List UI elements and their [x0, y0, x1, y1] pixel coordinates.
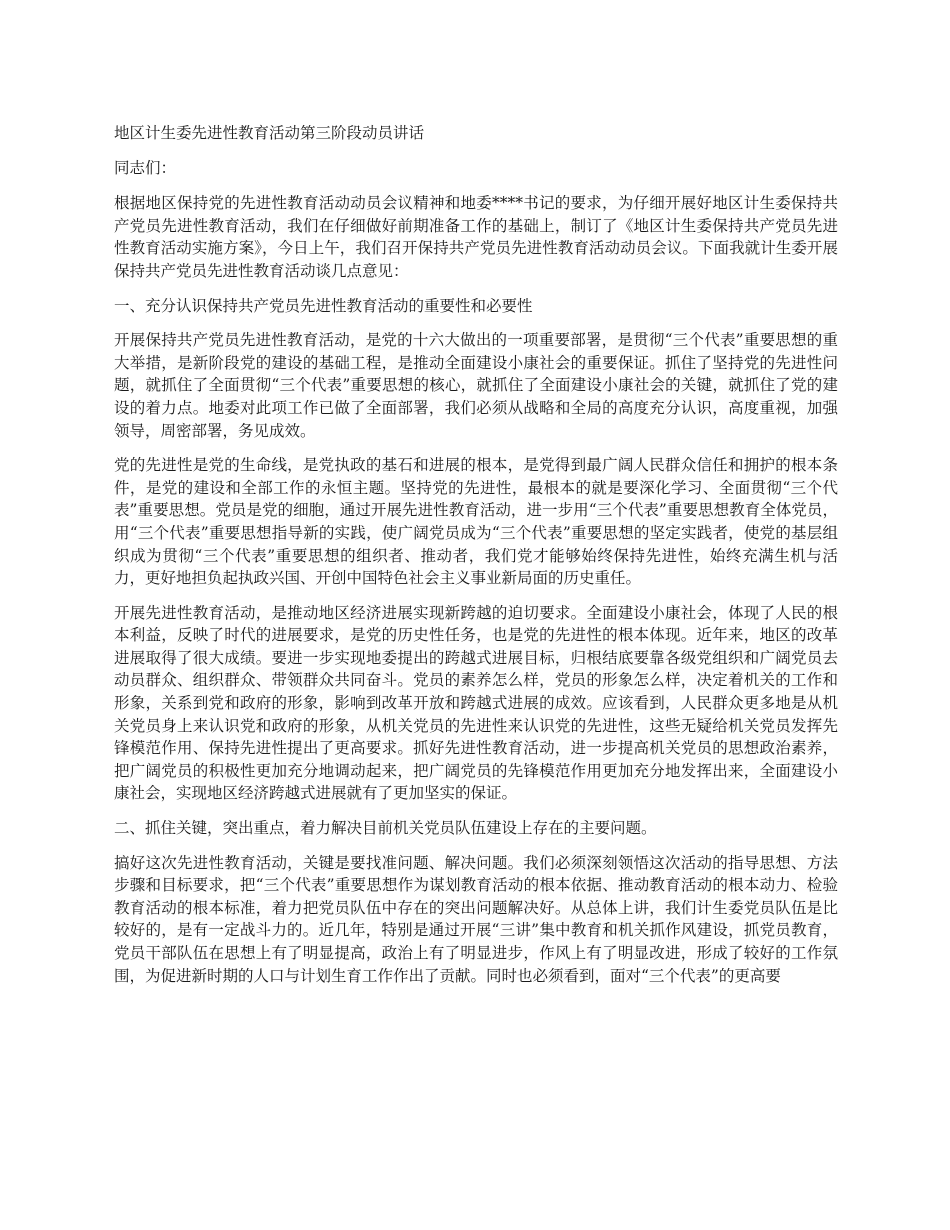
document-page — [114, 122, 838, 999]
section-2-paragraph-1: 搞好这次先进性教育活动，关键是要找准问题、解决问题。我们必须深刻领悟这次活动的指导思想、方法步骤和目标要求，把“三个代表”重要思想作为谋划教育活动的根本依据、推动教育活动的根本动力、检验教育活动的根本标准，着力把党员队伍中存在的突出问题解决好。从总体上讲，我们计生委党员队伍是比较好的，是有一定战斗力的。近几年，特别是通过开展“三讲”集中教育和机关抓作风建设，抓党员教育，党员干部队伍在思想上有了明显提高，政治上有了明显进步，作风上有了明显改进，形成了较好的工作氛围，为促进新时期的人口与计划生育工作作出了贡献。同时也必须看到，面对“三个代表”的更高要 — [114, 853, 838, 985]
document-title: 地区计生委先进性教育活动第三阶段动员讲话 — [114, 124, 425, 142]
section-1-heading: 一、充分认识保持共产党员先进性教育活动的重要性和必要性 — [114, 296, 533, 315]
greeting: 同志们： — [114, 158, 177, 177]
section-2-heading: 二、抓住关键，突出重点，着力解决目前机关党员队伍建设上存在的主要问题。 — [114, 819, 657, 838]
section-1-paragraph-1: 开展保持共产党员先进性教育活动，是党的十六大做出的一项重要部署，是贯彻“三个代表”重要思想的重大举措，是新阶段党的建设的基础工程，是推动全面建设小康社会的重要保证。抓住了坚持党的先进性问题，就抓住了全面贯彻“三个代表”重要思想的核心，就抓住了全面建设小康社会的关键，就抓住了党的建设的着力点。地委对此项工作已做了全面部署，我们必须从战略和全局的高度充分认识，高度重视，加强领导，周密部署，务见成效。 — [114, 331, 838, 440]
intro-paragraph: 根据地区保持党的先进性教育活动动员会议精神和地委****书记的要求，为仔细开展好地区计生委保持共产党员先进性教育活动，我们在仔细做好前期准备工作的基础上，制订了《地区计生委保持共产党员先进性教育活动实施方案》，今日上午，我们召开保持共产党员先进性教育活动动员会议。下面我就计生委开展保持共产党员先进性教育活动谈几点意见： — [114, 194, 838, 280]
section-1-paragraph-2: 党的先进性是党的生命线，是党执政的基石和进展的根本，是党得到最广阔人民群众信任和拥护的根本条件，是党的建设和全部工作的永恒主题。坚持党的先进性，最根本的就是要深化学习、全面贯彻“三个代表”重要思想。党员是党的细胞，通过开展先进性教育活动，进一步用“三个代表”重要思想教育全体党员，用“三个代表”重要思想指导新的实践，使广阔党员成为“三个代表”重要思想的坚定实践者，使党的基层组织成为贯彻“三个代表”重要思想的组织者、推动者，我们党才能够始终保持先进性，始终充满生机与活力，更好地担负起执政兴国、开创中国特色社会主义事业新局面的历史重任。 — [114, 456, 838, 588]
section-1-paragraph-3: 开展先进性教育活动，是推动地区经济进展实现新跨越的迫切要求。全面建设小康社会，体现了人民的根本利益，反映了时代的进展要求，是党的历史性任务，也是党的先进性的根本体现。近年来，地区的改革进展取得了很大成绩。要进一步实现地委提出的跨越式进展目标，归根结底要靠各级党组织和广阔党员去动员群众、组织群众、带领群众共同奋斗。党员的素养怎么样，党员的形象怎么样，决定着机关的工作和形象，关系到党和政府的形象，影响到改革开放和跨越式进展的成效。应该看到，人民群众更多地是从机关党员身上来认识党和政府的形象，从机关党员的先进性来认识党的先进性，这些无疑给机关党员发挥先锋模范作用、保持先进性提出了更高要求。抓好先进性教育活动，进一步提高机关党员的思想政治素养，把广阔党员的积极性更加充分地调动起来，把广阔党员的先锋模范作用更加充分地发挥出来，全面建设小康社会，实现地区经济跨越式进展就有了更加坚实的保证。 — [114, 603, 838, 803]
